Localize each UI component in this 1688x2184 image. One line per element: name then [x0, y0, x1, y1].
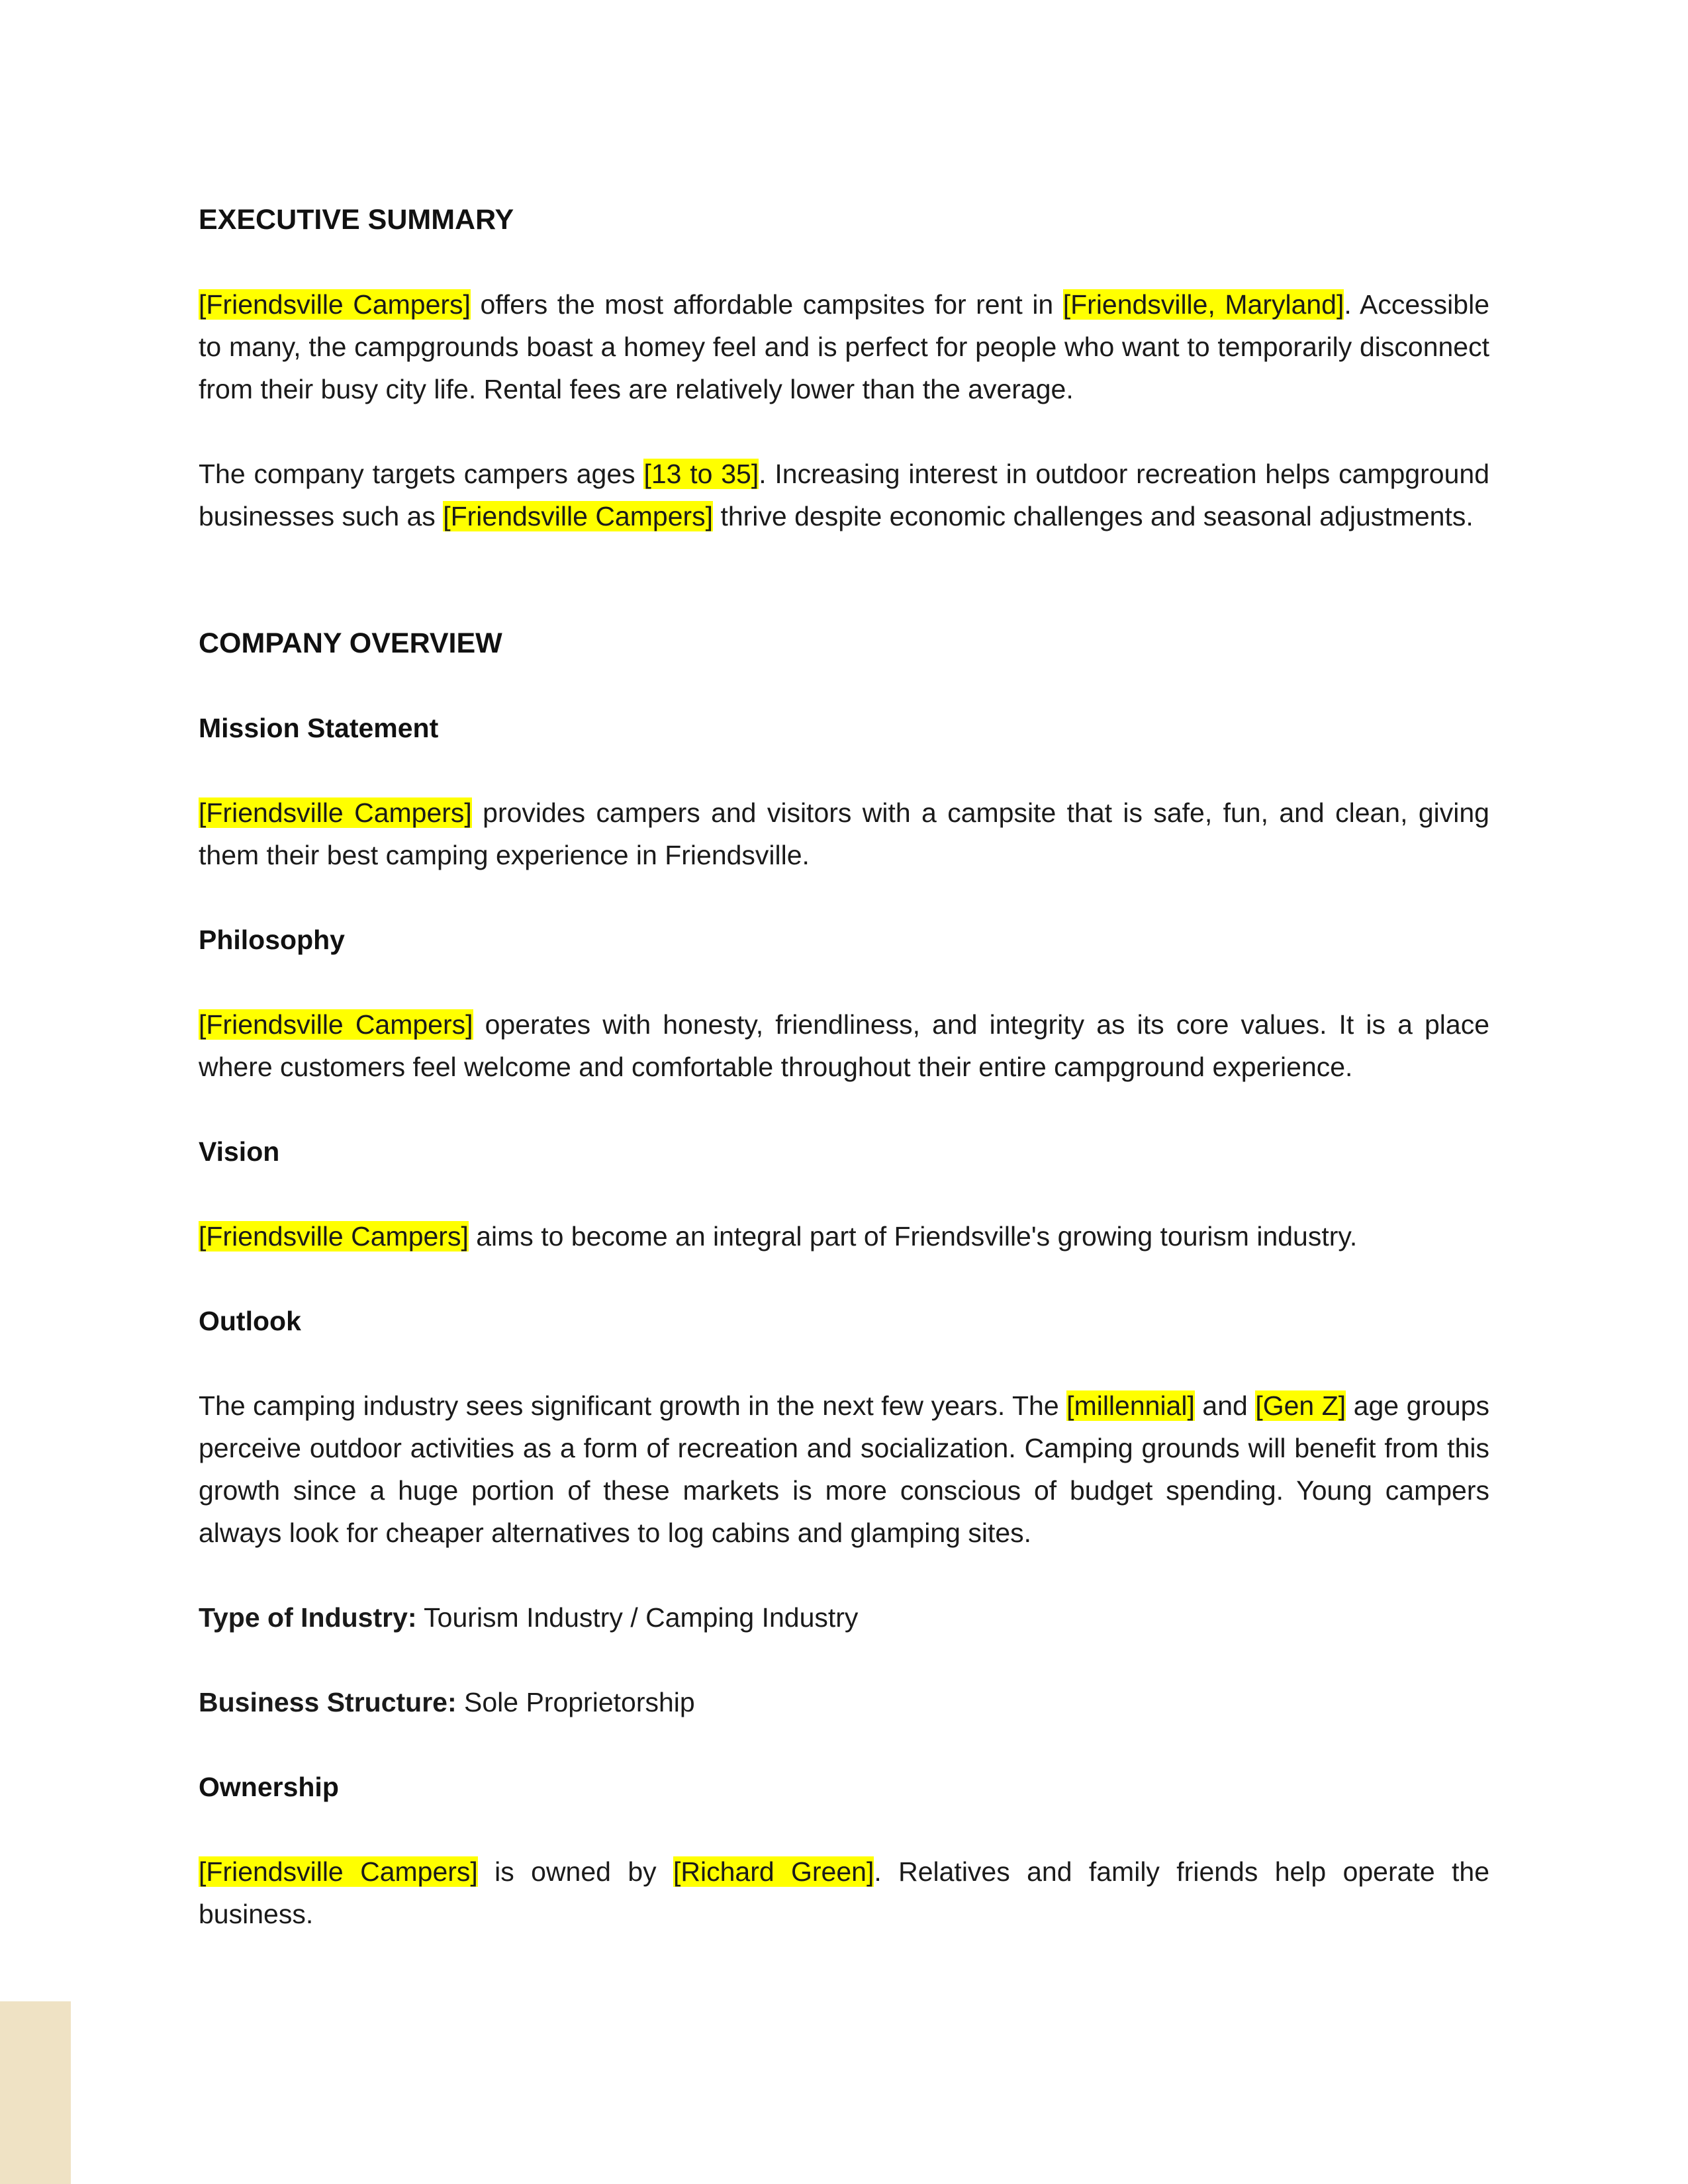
text-run: provides campers and visitors with a campsite that is safe, fun, and clean, giving them their best camping experience in Friendsville.: [199, 797, 1489, 870]
ownership-heading: Ownership: [199, 1772, 339, 1802]
highlight-location: [Friendsville, Maryland]: [1062, 289, 1344, 320]
mission-statement-heading: Mission Statement: [199, 713, 439, 743]
text-run: is owned by: [477, 1856, 673, 1887]
text-run: . Accessible to many, the campgrounds boast a homey feel and is perfect for people who want to temporarily disconnect from their busy city life. Rental fees are relatively lower than the average.: [199, 289, 1489, 404]
vision-paragraph: [199, 1215, 1489, 1257]
highlight-company-name: [Friendsville Campers]: [199, 1856, 478, 1887]
outlook-heading: Outlook: [199, 1306, 301, 1336]
highlight-company-name: [Friendsville Campers]: [443, 501, 714, 531]
industry-type-line: [199, 1596, 1489, 1639]
highlight-age-range: [13 to 35]: [643, 459, 759, 489]
text-run: offers the most affordable campsites for rent in: [470, 289, 1063, 320]
text-run: and: [1194, 1390, 1256, 1421]
philosophy-heading: Philosophy: [199, 925, 345, 955]
text-run: aims to become an integral part of Friendsville's growing tourism industry.: [468, 1221, 1358, 1251]
business-structure-line: [199, 1681, 1489, 1723]
decorative-corner-block: [0, 2001, 71, 2184]
highlight-company-name: [Friendsville Campers]: [199, 289, 471, 320]
business-structure-label: Business Structure:: [199, 1687, 457, 1717]
mission-statement-paragraph: [199, 792, 1489, 876]
company-overview-title: COMPANY OVERVIEW: [199, 627, 502, 659]
highlight-owner-name: [Richard Green]: [673, 1856, 874, 1887]
executive-summary-title: EXECUTIVE SUMMARY: [199, 204, 514, 236]
industry-type-value: Tourism Industry / Camping Industry: [416, 1602, 859, 1633]
highlight-company-name: [Friendsville Campers]: [199, 1221, 469, 1251]
ownership-paragraph: [199, 1850, 1489, 1935]
highlight-age-group: [millennial]: [1066, 1390, 1195, 1421]
executive-summary-paragraph-1: [199, 283, 1489, 410]
philosophy-paragraph: [199, 1003, 1489, 1088]
vision-heading: Vision: [199, 1136, 280, 1167]
business-structure-value: Sole Proprietorship: [456, 1687, 695, 1717]
highlight-age-group: [Gen Z]: [1255, 1390, 1346, 1421]
industry-type-label: Type of Industry:: [199, 1602, 417, 1633]
outlook-paragraph: [199, 1385, 1489, 1554]
text-run: age groups perceive outdoor activities as a form of recreation and socialization. Camping grounds will benefit from this growth since a huge portion of these markets is more conscious of budget spending. Young campers always look for cheaper alternatives to log cabins and glamping sites.: [199, 1390, 1489, 1548]
highlight-company-name: [Friendsville Campers]: [199, 797, 472, 828]
text-run: thrive despite economic challenges and seasonal adjustments.: [713, 501, 1474, 531]
text-run: The company targets campers ages: [199, 459, 644, 489]
text-run: operates with honesty, friendliness, and integrity as its core values. It is a place where customers feel welcome and comfortable throughout their entire campground experience.: [199, 1009, 1489, 1082]
executive-summary-paragraph-2: [199, 453, 1489, 537]
document-page: [199, 199, 1489, 1935]
highlight-company-name: [Friendsville Campers]: [199, 1009, 473, 1040]
text-run: . Relatives and family friends help operate the business.: [199, 1856, 1489, 1929]
text-run: . Increasing interest in outdoor recreation helps campground businesses such as: [199, 459, 1490, 531]
text-run: The camping industry sees significant growth in the next few years. The: [199, 1390, 1067, 1421]
